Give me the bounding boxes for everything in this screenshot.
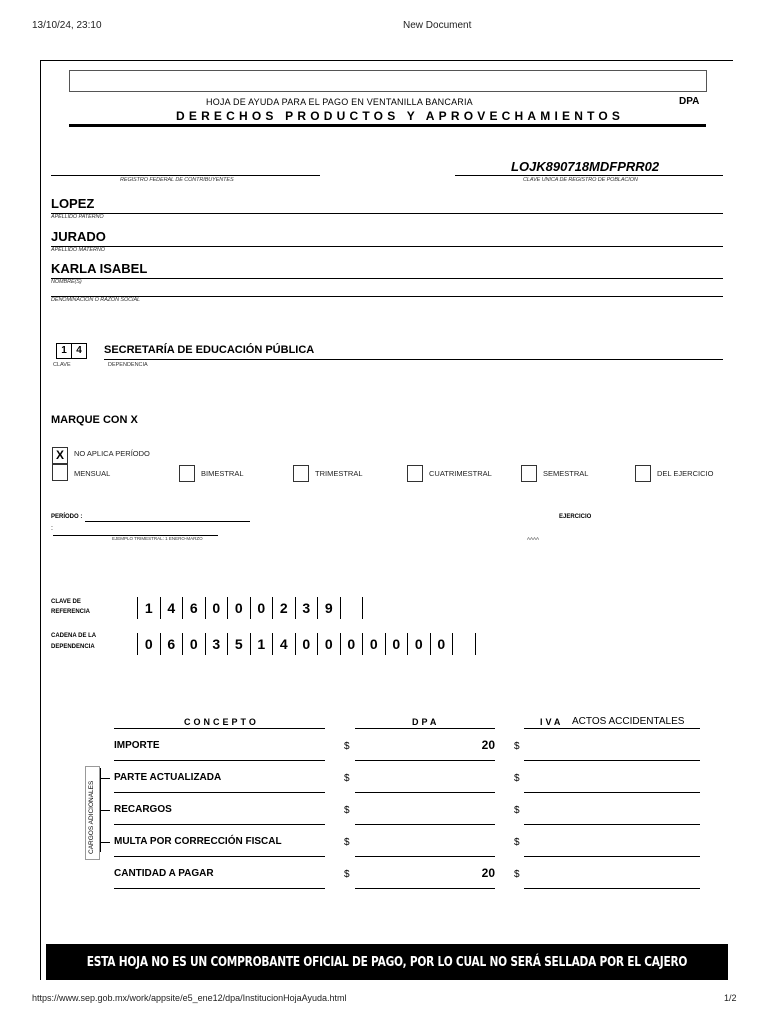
no-comprobante-banner bbox=[46, 944, 728, 980]
row-parte-actualizada-label: PARTE ACTUALIZADA bbox=[114, 772, 222, 783]
trimestral-checkbox[interactable] bbox=[293, 465, 309, 482]
mensual-checkbox[interactable] bbox=[52, 464, 68, 481]
clave-referencia-digit-8: 3 bbox=[296, 597, 319, 619]
curp-label: CLAVE UNICA DE REGISTRO DE POBLACION bbox=[523, 177, 638, 183]
del-ejercicio-label: DEL EJERCICIO bbox=[657, 469, 714, 478]
curp-value: LOJK890718MDFPRR02 bbox=[511, 159, 660, 174]
mensual-label: MENSUAL bbox=[74, 469, 111, 478]
col-iva-line bbox=[524, 728, 700, 729]
row-recargos-dpa-line bbox=[355, 824, 495, 825]
cadena-dependencia-label-1: CADENA DE LA bbox=[51, 633, 97, 639]
clave-referencia-digit-7: 2 bbox=[273, 597, 296, 619]
row-importe-dpa-line bbox=[355, 760, 495, 761]
cargos-tick-2 bbox=[100, 810, 110, 811]
semestral-label: SEMESTRAL bbox=[543, 469, 589, 478]
row-importe-iva-currency: $ bbox=[514, 741, 520, 752]
clave-referencia-digits bbox=[137, 597, 363, 619]
rfc-label: REGISTRO FEDERAL DE CONTRIBUYENTES bbox=[120, 177, 234, 183]
row-importe-dpa-amount: 20 bbox=[481, 738, 495, 752]
razon-social-line bbox=[51, 296, 723, 297]
cadena-dependencia-digit-9: 0 bbox=[318, 633, 341, 655]
cadena-dependencia-digit-2: 6 bbox=[161, 633, 184, 655]
dependencia-line bbox=[104, 359, 723, 360]
col-concepto: CONCEPTO bbox=[184, 717, 259, 727]
row-multa-iva-line bbox=[524, 856, 700, 857]
top-empty-box bbox=[69, 70, 707, 92]
cadena-dependencia-digit-4: 3 bbox=[206, 633, 229, 655]
trimestral-label: TRIMESTRAL bbox=[315, 469, 363, 478]
footer-page: 1/2 bbox=[724, 993, 737, 1003]
clave-referencia-digit-5: 0 bbox=[228, 597, 251, 619]
clave-referencia-digit-4: 0 bbox=[206, 597, 229, 619]
dependencia-label: DEPENDENCIA bbox=[108, 362, 148, 368]
nombres-label: NOMBRE(S) bbox=[51, 279, 82, 285]
row-recargos-label: RECARGOS bbox=[114, 804, 172, 815]
cadena-dependencia-label-2: DEPENDENCIA bbox=[51, 644, 95, 650]
row-multa-dpa-line bbox=[355, 856, 495, 857]
cadena-dependencia-digit-1: 0 bbox=[138, 633, 161, 655]
row-importe-iva-line bbox=[524, 760, 700, 761]
cadena-dependencia-digit-7: 4 bbox=[273, 633, 296, 655]
print-doc-title: New Document bbox=[403, 20, 472, 31]
form-subtitle: HOJA DE AYUDA PARA EL PAGO EN VENTANILLA BANCARIA bbox=[206, 97, 473, 107]
print-datetime: 13/10/24, 23:10 bbox=[32, 20, 102, 31]
cadena-dependencia-digit-8: 0 bbox=[296, 633, 319, 655]
clave-referencia-digit-6: 0 bbox=[251, 597, 274, 619]
apellido-materno-value: JURADO bbox=[51, 229, 106, 244]
no-comprobante-text: ESTA HOJA NO ES UN COMPROBANTE OFICIAL DE PAGO, POR LO CUAL NO SERÁ SELLADA POR EL CAJERO bbox=[86, 954, 688, 970]
row-importe-line bbox=[114, 760, 325, 761]
row-cantidad-dpa-amount: 20 bbox=[481, 866, 495, 880]
col-concepto-line bbox=[114, 728, 325, 729]
clave-referencia-digit-10 bbox=[341, 597, 364, 619]
row-cantidad-dpa-line bbox=[355, 888, 495, 889]
no-aplica-checkbox[interactable]: X bbox=[52, 447, 68, 464]
bimestral-label: BIMESTRAL bbox=[201, 469, 244, 478]
clave-dependencia-label: CLAVE bbox=[53, 362, 71, 368]
periodo-line bbox=[85, 521, 250, 522]
clave-referencia-digit-2: 4 bbox=[161, 597, 184, 619]
dependencia-name: SECRETARÍA DE EDUCACIÓN PÚBLICA bbox=[104, 344, 315, 356]
col-iva: IVA bbox=[540, 717, 564, 727]
razon-social-label: DENOMINACION O RAZON SOCIAL bbox=[51, 297, 140, 303]
cadena-dependencia-digits bbox=[137, 633, 476, 655]
clave-dependencia-digit-1: 1 bbox=[56, 343, 72, 359]
row-recargos-dpa-currency: $ bbox=[344, 805, 350, 816]
cadena-dependencia-digit-15 bbox=[453, 633, 476, 655]
no-aplica-label: NO APLICA PERÍODO bbox=[74, 449, 150, 458]
rfc-line bbox=[51, 175, 320, 176]
form-frame-top bbox=[40, 60, 733, 61]
row-parte-actualizada-iva-line bbox=[524, 792, 700, 793]
clave-referencia-label-2: REFERENCIA bbox=[51, 609, 91, 615]
apellido-paterno-label: APELLIDO PATERNO bbox=[51, 214, 104, 220]
cadena-dependencia-digit-11: 0 bbox=[363, 633, 386, 655]
row-parte-actualizada-line bbox=[114, 792, 325, 793]
apellido-paterno-line bbox=[51, 213, 723, 214]
bimestral-checkbox[interactable] bbox=[179, 465, 195, 482]
apellido-paterno-value: LOPEZ bbox=[51, 196, 95, 211]
cuatrimestral-label: CUATRIMESTRAL bbox=[429, 469, 492, 478]
semestral-checkbox[interactable] bbox=[521, 465, 537, 482]
row-cantidad-iva-currency: $ bbox=[514, 869, 520, 880]
curp-line bbox=[455, 175, 723, 176]
cadena-dependencia-digit-13: 0 bbox=[408, 633, 431, 655]
row-multa-dpa-currency: $ bbox=[344, 837, 350, 848]
cadena-dependencia-digit-3: 0 bbox=[183, 633, 206, 655]
cargos-tick-1 bbox=[100, 778, 110, 779]
apellido-materno-label: APELLIDO MATERNO bbox=[51, 247, 105, 253]
del-ejercicio-checkbox[interactable] bbox=[635, 465, 651, 482]
cadena-dependencia-digit-6: 1 bbox=[251, 633, 274, 655]
col-dpa: DPA bbox=[412, 717, 440, 727]
row-parte-actualizada-dpa-currency: $ bbox=[344, 773, 350, 784]
marque-heading: MARQUE CON X bbox=[51, 414, 138, 426]
title-underline bbox=[69, 124, 706, 127]
row-importe-label: IMPORTE bbox=[114, 740, 160, 751]
cadena-dependencia-digit-12: 0 bbox=[386, 633, 409, 655]
form-frame-left bbox=[40, 60, 41, 980]
row-cantidad-iva-line bbox=[524, 888, 700, 889]
cargos-tick-3 bbox=[100, 842, 110, 843]
clave-referencia-digit-3: 6 bbox=[183, 597, 206, 619]
apellido-materno-line bbox=[51, 246, 723, 247]
row-parte-actualizada-dpa-line bbox=[355, 792, 495, 793]
clave-dependencia-digit-2: 4 bbox=[71, 343, 87, 359]
nombres-line bbox=[51, 278, 723, 279]
nombres-value: KARLA ISABEL bbox=[51, 261, 148, 276]
footer-url[interactable]: https://www.sep.gob.mx/work/appsite/e5_ene12/dpa/InstitucionHojaAyuda.html bbox=[32, 993, 347, 1003]
row-cantidad-label: CANTIDAD A PAGAR bbox=[114, 868, 214, 879]
cadena-dependencia-digit-10: 0 bbox=[341, 633, 364, 655]
row-multa-line bbox=[114, 856, 325, 857]
clave-referencia-digit-1: 1 bbox=[138, 597, 161, 619]
cuatrimestral-checkbox[interactable] bbox=[407, 465, 423, 482]
row-importe-dpa-currency: $ bbox=[344, 741, 350, 752]
ejercicio-label: EJERCICIO bbox=[559, 514, 592, 520]
row-multa-iva-currency: $ bbox=[514, 837, 520, 848]
clave-referencia-digit-9: 9 bbox=[318, 597, 341, 619]
col-actos: ACTOS ACCIDENTALES bbox=[572, 716, 685, 727]
row-cantidad-dpa-currency: $ bbox=[344, 869, 350, 880]
form-code: DPA bbox=[679, 96, 700, 107]
aaaa-label: AAAA bbox=[527, 536, 540, 541]
row-recargos-line bbox=[114, 824, 325, 825]
cadena-dependencia-digit-5: 5 bbox=[228, 633, 251, 655]
periodo-example-label: EJEMPLO TRIMESTRAL: 1 ENERO-MARZO bbox=[112, 536, 203, 541]
clave-referencia-label-1: CLAVE DE bbox=[51, 599, 81, 605]
cadena-dependencia-digit-14: 0 bbox=[431, 633, 454, 655]
row-parte-actualizada-iva-currency: $ bbox=[514, 773, 520, 784]
periodo-label: PERÍODO : bbox=[51, 514, 83, 520]
periodo-leading-colon: : bbox=[51, 525, 53, 532]
form-title: DERECHOS PRODUCTOS Y APROVECHAMIENTOS bbox=[176, 109, 625, 123]
row-recargos-iva-line bbox=[524, 824, 700, 825]
cargos-adicionales-label: CARGOS ADICIONALES bbox=[88, 780, 95, 854]
row-recargos-iva-currency: $ bbox=[514, 805, 520, 816]
row-cantidad-line bbox=[114, 888, 325, 889]
col-dpa-line bbox=[355, 728, 495, 729]
row-multa-label: MULTA POR CORRECCIÓN FISCAL bbox=[114, 836, 282, 847]
